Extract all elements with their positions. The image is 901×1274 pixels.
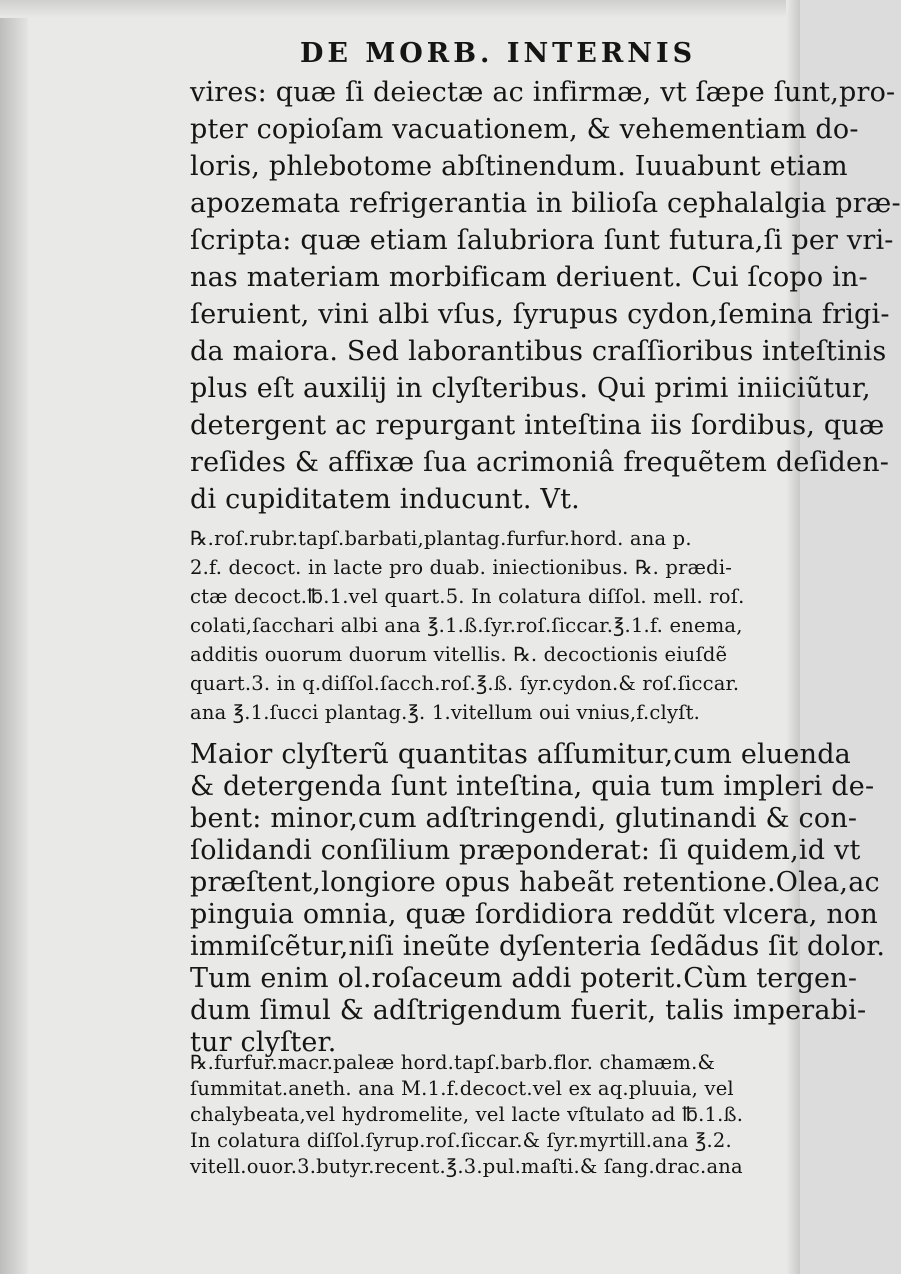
paragraph-line: apozemata refrigerantia in bilioſa cephalalgia præ- (190, 188, 901, 219)
paragraph-line: bent: minor,cum adſtringendi, glutinandi & con- (190, 803, 858, 834)
paragraph-line: dum ſimul & adſtrigendum fuerit, talis imperabi- (190, 995, 867, 1026)
running-header: DE MORB. INTERNIS (300, 38, 697, 69)
recipe-line: ctæ decoct.℔.1.vel quart.5. In colatura diſſol. mell. roſ. (190, 585, 745, 608)
recipe-line: ℞.furfur.macr.paleæ hord.tapſ.barb.flor. chamæm.& (190, 1051, 716, 1074)
page-top-edge (0, 0, 800, 18)
paragraph-line: præſtent,longiore opus habeãt retentione.Olea,ac (190, 867, 880, 898)
recipe-line: additis ouorum duorum vitellis. ℞. decoctionis eiuſdẽ (190, 643, 728, 666)
paragraph-line: pinguia omnia, quæ ſordidiora reddũt vlcera, non (190, 899, 878, 930)
paragraph-line: plus eſt auxilij in clyſteribus. Qui primi iniiciũtur, (190, 373, 871, 404)
paragraph-line: vires: quæ ſi deiectæ ac infirmæ, vt ſæpe ſunt,pro- (190, 77, 896, 108)
recipe-line: ℞.roſ.rubr.tapſ.barbati,plantag.furfur.hord. ana p. (190, 527, 692, 550)
paragraph-line: immiſcẽtur,niſi ineũte dyſenteria ſedãdus ſit dolor. (190, 931, 886, 962)
paragraph-line: Tum enim ol.roſaceum addi poterit.Cùm tergen- (190, 963, 858, 994)
paragraph-line: ſolidandi conſilium præponderat: ſi quidem,id vt (190, 835, 861, 866)
recipe-line: vitell.ouor.3.butyr.recent.℥.3.pul.maſti.& ſang.drac.ana (190, 1155, 743, 1178)
recipe-line: quart.3. in q.diſſol.ſacch.roſ.℥.ß. ſyr.cydon.& roſ.ſiccar. (190, 672, 740, 695)
paragraph-line: ſcripta: quæ etiam ſalubriora ſunt futura,ſi per vri- (190, 225, 894, 256)
paragraph-line: tur clyſter. (190, 1027, 337, 1058)
paragraph-line: detergent ac repurgant inteſtina iis ſordibus, quæ (190, 410, 885, 441)
paragraph-line: Maior clyſterũ quantitas aſſumitur,cum eluenda (190, 739, 851, 770)
recipe-line: In colatura diſſol.ſyrup.roſ.ſiccar.& ſyr.myrtill.ana ℥.2. (190, 1129, 732, 1152)
recipe-line: ana ℥.1.ſucci plantag.℥. 1.vitellum oui vnius,f.clyſt. (190, 701, 701, 724)
recipe-line: chalybeata,vel hydromelite, vel lacte vſtulato ad ℔.1.ß. (190, 1103, 744, 1126)
paragraph-line: reſides & affixæ ſua acrimoniâ frequẽtem deſiden- (190, 447, 890, 478)
page-gutter-shadow (0, 0, 28, 1274)
recipe-line: colati,ſacchari albi ana ℥.1.ß.ſyr.roſ.ſiccar.℥.1.f. enema, (190, 614, 743, 637)
paragraph-line: ſeruient, vini albi vſus, ſyrupus cydon,ſemina frigi- (190, 299, 890, 330)
paragraph-line: loris, phlebotome abſtinendum. Iuuabunt etiam (190, 151, 848, 182)
paragraph-line: da maiora. Sed laborantibus craſſioribus inteſtinis (190, 336, 887, 367)
recipe-line: 2.f. decoct. in lacte pro duab. iniectionibus. ℞. prædi- (190, 556, 733, 579)
paragraph-line: pter copioſam vacuationem, & vehementiam do- (190, 114, 859, 145)
paragraph-line: di cupiditatem inducunt. Vt. (190, 484, 580, 515)
paragraph-line: nas materiam morbificam deriuent. Cui ſcopo in- (190, 262, 868, 293)
paragraph-line: & detergenda ſunt inteſtina, quia tum impleri de- (190, 771, 875, 802)
recipe-line: ſummitat.aneth. ana M.1.f.decoct.vel ex aq.pluuia, vel (190, 1077, 734, 1100)
